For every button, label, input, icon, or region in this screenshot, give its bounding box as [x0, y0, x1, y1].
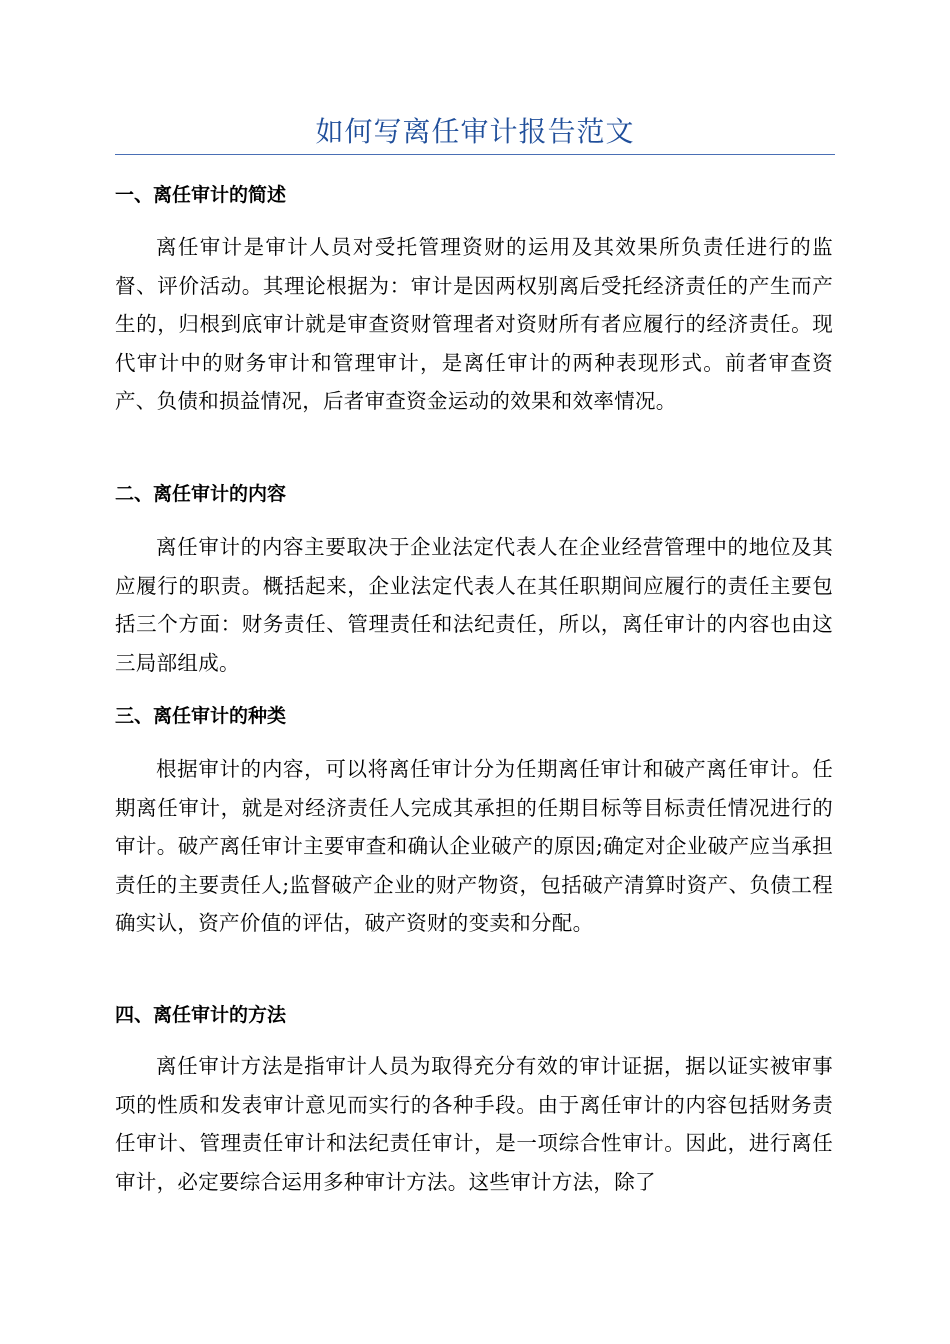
- section-heading-4: 四、离任审计的方法: [115, 1004, 287, 1026]
- section-body-2: 离任审计的内容主要取决于企业法定代表人在企业经营管理中的地位及其应履行的职责。概括起来，企业法定代表人在其任职期间应履行的责任主要包括三个方面：财务责任、管理责任和法纪责任，所以，离任审计的内容也由这三局部组成。: [115, 535, 833, 675]
- section-body-4: 离任审计方法是指审计人员为取得充分有效的审计证据，据以证实被审事项的性质和发表审计意见而实行的各种手段。由于离任审计的内容包括财务责任审计、管理责任审计和法纪责任审计，是一项综合性审计。因此，进行离任审计，必定要综合运用多种审计方法。这些审计方法，除了: [115, 1054, 833, 1194]
- section-heading-2: 二、离任审计的内容: [115, 483, 287, 505]
- section-body-1: 离任审计是审计人员对受托管理资财的运用及其效果所负责任进行的监督、评价活动。其理论根据为：审计是因两权别离后受托经济责任的产生而产生的，归根到底审计就是审查资财管理者对资财所有者应履行的经济责任。现代审计中的财务审计和管理审计，是离任审计的两种表现形式。前者审查资产、负债和损益情况，后者审查资金运动的效果和效率情况。: [115, 235, 833, 413]
- document-title: 如何写离任审计报告范文: [315, 115, 635, 148]
- section-heading-3: 三、离任审计的种类: [115, 705, 287, 727]
- section-heading-1: 一、离任审计的简述: [115, 184, 287, 206]
- section-body-3: 根据审计的内容，可以将离任审计分为任期离任审计和破产离任审计。任期离任审计，就是对经济责任人完成其承担的任期目标等目标责任情况进行的审计。破产离任审计主要审查和确认企业破产的原因;确定对企业破产应当承担责任的主要责任人;监督破产企业的财产物资，包括破产清算时资产、负债工程确实认，资产价值的评估，破产资财的变卖和分配。: [115, 757, 833, 935]
- title-underline: [115, 154, 835, 155]
